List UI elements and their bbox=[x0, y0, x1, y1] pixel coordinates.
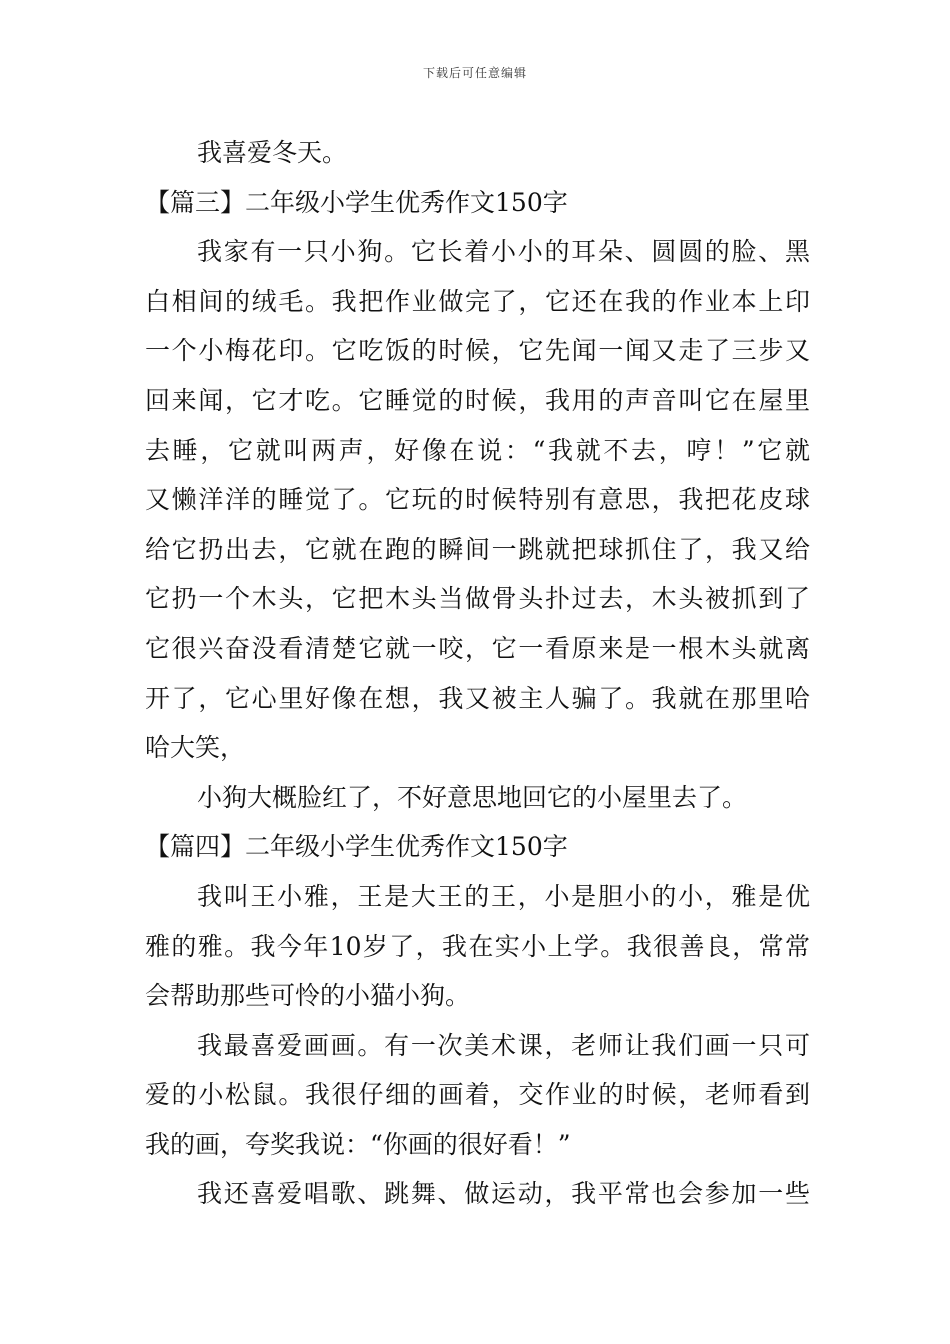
text-line: 雅的雅。我今年10岁了，我在实小上学。我很善良，常常 bbox=[145, 931, 810, 961]
text-line: 我喜爱冬天。 bbox=[197, 138, 348, 167]
text-line: 一个小梅花印。它吃饭的时候，它先闻一闻又走了三步又 bbox=[145, 336, 810, 366]
document-body bbox=[145, 128, 810, 1219]
text-line: 小狗大概脸红了，不好意思地回它的小屋里去了。 bbox=[197, 782, 748, 812]
text-line: 它很兴奋没看清楚它就一咬，它一看原来是一根木头就离 bbox=[145, 633, 810, 663]
text-line: 我的画，夸奖我说：“你画的很好看！” bbox=[145, 1129, 571, 1159]
text-line: 给它扔出去，它就在跑的瞬间一跳就把球抓住了，我又给 bbox=[145, 534, 810, 564]
text-line: 我还喜爱唱歌、跳舞、做运动，我平常也会参加一些 bbox=[197, 1179, 810, 1209]
page-header: 下载后可任意编辑 bbox=[422, 66, 527, 80]
text-line: 我叫王小雅，王是大王的王，小是胆小的小，雅是优 bbox=[197, 881, 810, 911]
section-heading: 【篇三】二年级小学生优秀作文150字 bbox=[145, 187, 568, 217]
text-line: 又懒洋洋的睡觉了。它玩的时候特别有意思，我把花皮球 bbox=[145, 485, 810, 515]
text-line: 会帮助那些可怜的小猫小狗。 bbox=[145, 981, 471, 1011]
text-line: 去睡，它就叫两声，好像在说：“我就不去，哼！”它就 bbox=[145, 435, 810, 465]
text-line: 白相间的绒毛。我把作业做完了，它还在我的作业本上印 bbox=[145, 286, 810, 316]
text-line: 开了，它心里好像在想，我又被主人骗了。我就在那里哈 bbox=[145, 683, 810, 713]
text-line: 我家有一只小狗。它长着小小的耳朵、圆圆的脸、黑 bbox=[197, 237, 810, 267]
text-line: 爱的小松鼠。我很仔细的画着，交作业的时候，老师看到 bbox=[145, 1080, 810, 1110]
text-line: 它扔一个木头，它把木头当做骨头扑过去，木头被抓到了 bbox=[145, 584, 810, 614]
text-line: 我最喜爱画画。有一次美术课，老师让我们画一只可 bbox=[197, 1030, 810, 1060]
text-line: 回来闻，它才吃。它睡觉的时候，我用的声音叫它在屋里 bbox=[145, 385, 810, 415]
section-heading: 【篇四】二年级小学生优秀作文150字 bbox=[145, 832, 568, 862]
text-line: 哈大笑， bbox=[145, 733, 246, 763]
